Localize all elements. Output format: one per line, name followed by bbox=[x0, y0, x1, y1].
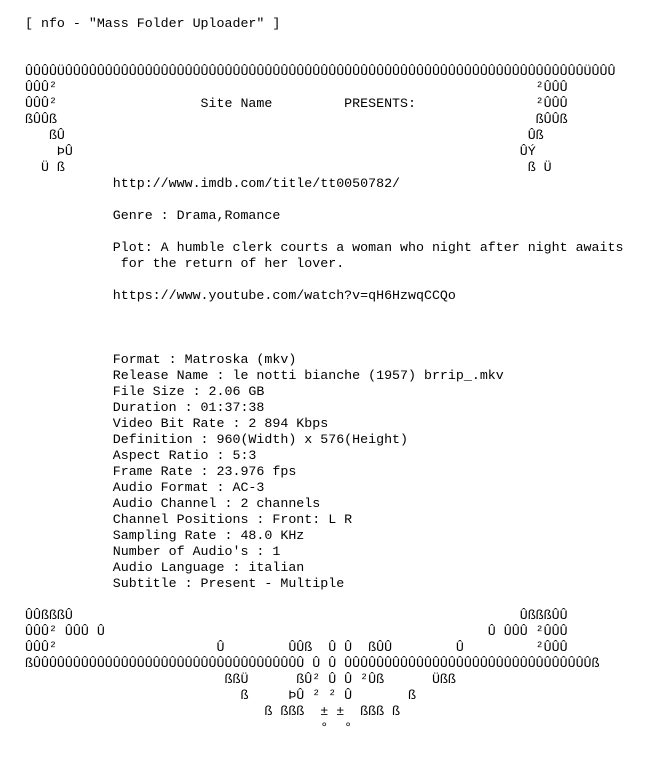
nfo-line: https://www.youtube.com/watch?v=qH6HzwqCCQo bbox=[25, 288, 456, 303]
nfo-line: for the return of her lover. bbox=[25, 256, 345, 271]
nfo-line bbox=[25, 32, 623, 48]
nfo-line: Format : Matroska (mkv) bbox=[25, 352, 297, 367]
nfo-line: Ü ß ß Ü bbox=[25, 160, 552, 175]
nfo-line: Frame Rate : 23.976 fps bbox=[25, 464, 297, 479]
nfo-line: ÛÛÛ² Û ÛÛß Û Û ßÛÛ Û ²ÛÛÛ bbox=[25, 640, 568, 655]
nfo-text bbox=[25, 0, 623, 736]
nfo-line: ÛÛßßßÛ ÛßßßÛÛ bbox=[25, 608, 568, 623]
nfo-line: Number of Audio's : 1 bbox=[25, 544, 281, 559]
nfo-line: ß ÞÛ ² ² Û ß bbox=[25, 688, 416, 703]
nfo-line: Channel Positions : Front: L R bbox=[25, 512, 353, 527]
nfo-line bbox=[25, 48, 623, 64]
nfo-line: File Size : 2.06 GB bbox=[25, 384, 265, 399]
nfo-line: ßßÜ ßÛ² Û Û ²Ûß Üßß bbox=[25, 672, 456, 687]
nfo-line: Duration : 01:37:38 bbox=[25, 400, 265, 415]
nfo-line: Audio Channel : 2 channels bbox=[25, 496, 321, 511]
nfo-line: Subtitle : Present - Multiple bbox=[25, 576, 345, 591]
nfo-line bbox=[25, 272, 623, 288]
nfo-line: Plot: A humble clerk courts a woman who night after night awaits bbox=[25, 240, 624, 255]
nfo-line: Audio Language : italian bbox=[25, 560, 305, 575]
nfo-line: ÛÛÛ² ÛÛÛ Û Û ÛÛÛ ²ÛÛÛ bbox=[25, 624, 568, 639]
nfo-line: [ nfo - "Mass Folder Uploader" ] bbox=[25, 16, 281, 31]
nfo-line: http://www.imdb.com/title/tt0050782/ bbox=[25, 176, 401, 191]
nfo-line: ° ° bbox=[25, 720, 353, 735]
nfo-line bbox=[25, 192, 623, 208]
nfo-line: Definition : 960(Width) x 576(Height) bbox=[25, 432, 409, 447]
nfo-line bbox=[25, 592, 623, 608]
nfo-line: ß ßßß ± ± ßßß ß bbox=[25, 704, 401, 719]
nfo-line bbox=[25, 304, 623, 320]
nfo-line: ÛÛÛÛÜÛÛÛÛÛÛÛÛÛÛÛÛÛÛÛÛÛÛÛÛÛÛÛÛÛÛÛÛÛÛÛÛÛÛÛÛÛÛÛÛÛÛÛÛÛÛÛÛÛÛÛÛÛÛÛÛÛÛÛÛÛÛÛÛÛÜÛÛÛ bbox=[25, 64, 616, 79]
nfo-line: ßÛÛÛÛÛÛÛÛÛÛÛÛÛÛÛÛÛÛÛÛÛÛÛÛÛÛÛÛÛÛÛÛÛÛ Û Û ÛÛÛÛÛÛÛÛÛÛÛÛÛÛÛÛÛÛÛÛÛÛÛÛÛÛÛÛÛÛÛß bbox=[25, 656, 600, 671]
nfo-line: ÛÛÛ² ²ÛÛÛ bbox=[25, 80, 568, 95]
nfo-line bbox=[25, 224, 623, 240]
nfo-line: ÞÛ ÛÝ bbox=[25, 144, 536, 159]
nfo-line: Release Name : le notti bianche (1957) brrip_.mkv bbox=[25, 368, 504, 383]
nfo-line bbox=[25, 336, 623, 352]
nfo-line: Audio Format : AC-3 bbox=[25, 480, 265, 495]
nfo-line: Genre : Drama,Romance bbox=[25, 208, 281, 223]
nfo-line: Sampling Rate : 48.0 KHz bbox=[25, 528, 305, 543]
nfo-line bbox=[25, 0, 623, 16]
nfo-line: ÛÛÛ² Site Name PRESENTS: ²ÛÛÛ bbox=[25, 96, 568, 111]
nfo-line bbox=[25, 320, 623, 336]
nfo-line: Video Bit Rate : 2 894 Kbps bbox=[25, 416, 329, 431]
nfo-line: Aspect Ratio : 5:3 bbox=[25, 448, 257, 463]
nfo-line: ßÛÛß ßÛÛß bbox=[25, 112, 568, 127]
nfo-line: ßÛ Ûß bbox=[25, 128, 544, 143]
